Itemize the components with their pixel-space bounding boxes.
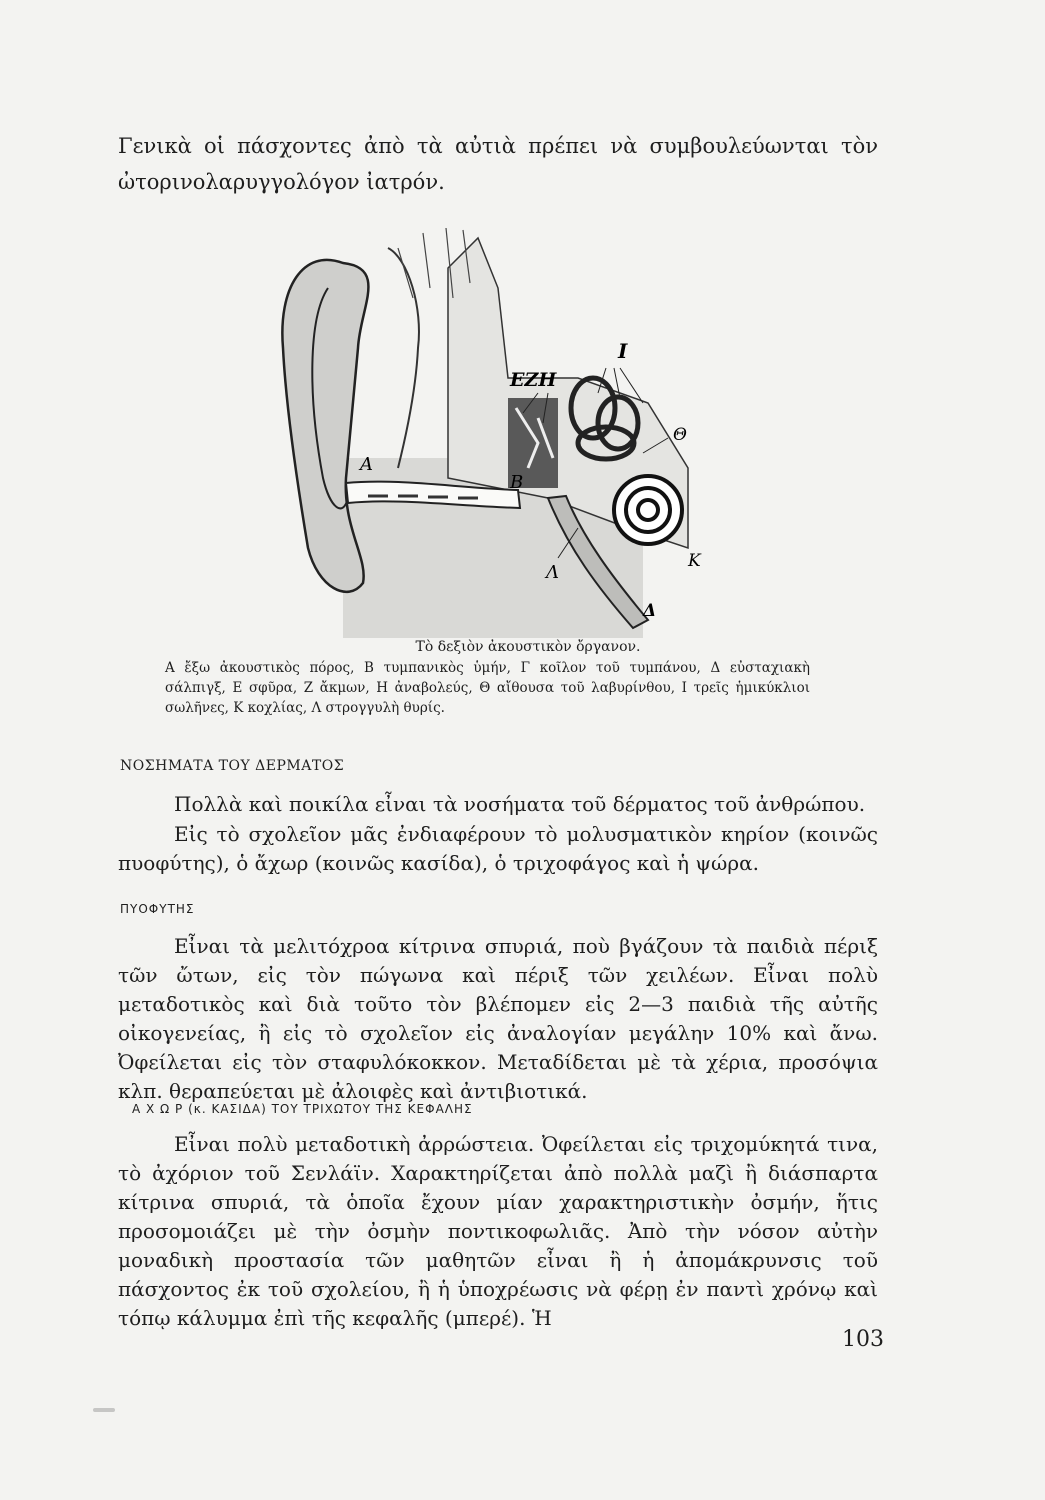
label-A: Α <box>360 454 373 475</box>
label-EZH: ΕΖΗ <box>510 369 557 391</box>
intro-paragraph: Γενικὰ οἱ πάσχοντες ἀπὸ τὰ αὐτιὰ πρέπει νὰ συμβουλεύωνται τὸν ὠτορινολαρυγγολόγον ἰατρόν. <box>118 134 878 194</box>
head-contour <box>388 248 419 468</box>
pyofytis-paragraph: Εἶναι τὰ μελιτόχροα κίτρινα σπυριά, ποὺ βγάζουν τὰ παιδιὰ πέριξ τῶν ὤτων, εἰς τὸν πώγωνα καὶ πέριξ τῶν χειλέων. Εἶναι πολὺ μεταδοτικὸς καὶ διὰ τοῦτο τὸν βλέπομεν εἰς 2—3 παιδιὰ τῆς αὐτῆς οἰκογενείας, ἢ εἰς τὸ σχολεῖον εἰς ἀναλογίαν μεγάλην 10% καὶ ἄνω. Ὀφείλεται εἰς τὸν σταφυλόκοκκον. Μεταδίδεται μὲ τὰ χέρια, προσόψια κλπ. θεραπεύεται μὲ ἀλοιφὲς καὶ ἀντιβιοτικά. <box>118 934 878 1103</box>
section-paragraph-2: Εἰς τὸ σχολεῖον μᾶς ἐνδιαφέρουν τὸ μολυσματικὸν κηρίον (κοινῶς πυοφύτης), ὁ ἄχωρ (κοινῶς κασίδα), ὁ τριχοφάγος καὶ ἡ ψώρα. <box>118 822 878 875</box>
achor-heading: Α Χ Ω Ρ (κ. ΚΑΣΙΔΑ) ΤΟΥ ΤΡΙΧΩΤΟΥ ΤΗΣ ΚΕΦΑΛΗΣ <box>132 1102 473 1116</box>
label-I: Ι <box>618 339 628 363</box>
scan-artifact <box>93 1408 115 1412</box>
pyofytis-heading: ΠΥΟΦΥΤΗΣ <box>120 902 195 916</box>
label-K: Κ <box>688 551 701 571</box>
auricle <box>282 260 368 592</box>
ear-diagram <box>248 228 703 640</box>
section-heading: ΝΟΣΗΜΑΤΑ ΤΟΥ ΔΕΡΜΑΤΟΣ <box>120 758 345 774</box>
ear-anatomy-figure <box>248 228 703 640</box>
figure-legend: Α ἔξω ἀκουστικὸς πόρος, Β τυμπανικὸς ὑμήν, Γ κοῖλον τοῦ τυμπάνου, Δ εὐσταχιακὴ σάλπιγξ, Ε σφῦρα, Ζ ἄκμων, Η ἀναβολεύς, Θ αἴθουσα τοῦ λαβυρίνθου, Ι τρεῖς ἡμικύκλιοι σωλῆνες, Κ κοχλίας, Λ στρογγυλὴ θυρίς. <box>165 660 810 716</box>
label-delta: Δ <box>643 601 657 621</box>
section-paragraph-1: Πολλὰ καὶ ποικίλα εἶναι τὰ νοσήματα τοῦ δέρματος τοῦ ἀνθρώπου. <box>174 792 866 816</box>
label-lambda: Λ <box>546 562 559 583</box>
label-theta: Θ <box>673 425 687 445</box>
page-number: 103 <box>842 1327 884 1352</box>
figure-title: Τὸ δεξιὸν ἀκουστικὸν ὄργανον. <box>415 639 641 655</box>
label-B: Β <box>510 472 524 493</box>
achor-paragraph: Εἶναι πολὺ μεταδοτικὴ ἀρρώστεια. Ὀφείλεται εἰς τριχομύκητά τινα, τὸ ἀχόριον τοῦ Σενλάϊν. Χαρακτηρίζεται ἀπὸ πολλὰ μαζὶ ἢ διάσπαρτα κίτρινα σπυριά, τὰ ὁποῖα ἔχουν μίαν χαρακτηριστικὴν ὀσμήν, ἥτις προσομοιάζει μὲ τὴν ὀσμὴν ποντικοφωλιᾶς. Ἀπὸ τὴν νόσον αὐτὴν μοναδικὴ προστασία τῶν μαθητῶν εἶναι ἢ ἡ ἀπομάκρυνσις τοῦ πάσχοντος ἐκ τοῦ σχολείου, ἢ ἡ ὑποχρέωσις νὰ φέρῃ ἐν παντὶ χρόνῳ καὶ τόπῳ κάλυμμα ἐπὶ τῆς κεφαλῆς (μπερέ). Ἡ <box>118 1132 878 1330</box>
